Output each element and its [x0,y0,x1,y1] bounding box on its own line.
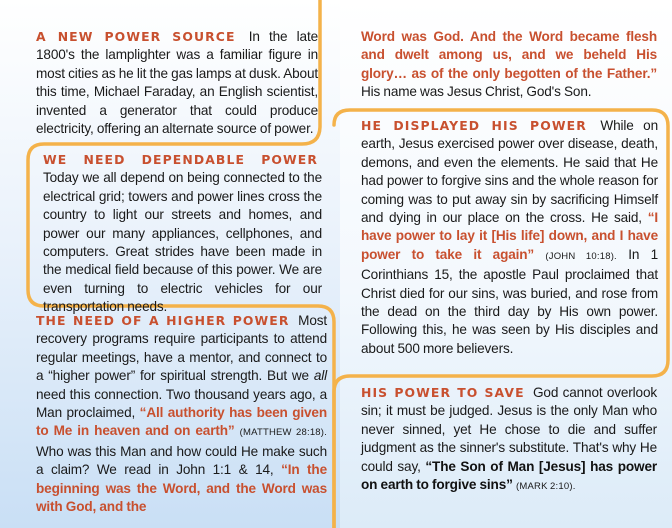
section-higher-power [36,312,327,516]
heading-dependable-power: WE NEED DEPENDABLE POWER [43,152,318,167]
quote-john-1: “In the beginning was the Word, and the Word was with God, and the [36,462,327,515]
emphasis-all: all [313,368,327,384]
body-higher-power-1: Most recovery programs require participants to attend regular meetings, have a mentor, and connect to a “higher power” for spiritual strength. But we [36,313,327,384]
heading-new-power-source: A NEW POWER SOURCE [36,29,236,44]
quote-john-1-continued: Word was God. And the Word became flesh and dwelt among us, and we beheld His glory… as of the only begotten of the Father.” [361,29,657,81]
section-power-to-save [361,384,657,496]
body-continuation: His name was Jesus Christ, God's Son. [361,84,592,100]
quote-john-10: “I have power to lay it [His life] down, and I have power to take it again” [361,210,658,262]
body-higher-power-3: Who was this Man and how could He make such a claim? We read in John 1:1 & 14, [36,443,327,478]
heading-power-to-save: HIS POWER TO SAVE [361,385,525,400]
body-new-power-source: In the late 1800's the lamplighter was a familiar figure in most cities as he lit the gas lamps at dusk. About this time, Michael Faraday, an English scientist, invented a generator that could produce electricity, offering an alternate source of power. [36,29,318,137]
ref-matthew: (MATTHEW 28:18). [239,427,327,439]
body-displayed-power-1: While on earth, Jesus exercised power over disease, death, demons, and even the elements. He said that He had power to forgive sins and the whole reason for coming was to put away sin by sacrificing Himself and dying in our place on the cross. He said, [361,118,658,226]
quote-mark: “The Son of Man [Jesus] has power on earth to forgive sins” [361,458,658,493]
body-power-to-save: God cannot overlook sin; it must be judged. Jesus is the only Man who never sinned, yet He chose to die and suffer judgment as the sinner's substitute. That's why He could say, [361,385,658,474]
body-displayed-power-2: In 1 Corinthians 15, the apostle Paul proclaimed that Christ died for our sins, was buried, and rose from the dead on the third day by His own power. Following this, he was seen by His disciples and about 500 more believers. [361,246,658,356]
section-displayed-power [361,117,658,358]
heading-displayed-power: HE DISPLAYED HIS POWER [361,118,587,133]
section-continuation [361,28,657,102]
heading-higher-power: THE NEED OF A HIGHER POWER [36,313,290,328]
ref-john-10: (JOHN 10:18). [545,250,617,262]
section-dependable-power [43,151,322,317]
body-higher-power-2: need this connection. Two thousand years ago, a Man proclaimed, [36,386,327,421]
ref-mark: (MARK 2:10). [516,481,576,493]
section-new-power-source [36,28,318,138]
quote-matthew: “All authority has been given to Me in heaven and on earth” [36,405,327,439]
body-dependable-power: Today we all depend on being connected to the electrical grid; towers and power lines cross the country to light our streets and homes, and power our many appliances, cellphones, and computers. Great strides have been made in the medical field because of this power. We are even turning to electric vehicles for our transportation needs. [43,170,322,315]
